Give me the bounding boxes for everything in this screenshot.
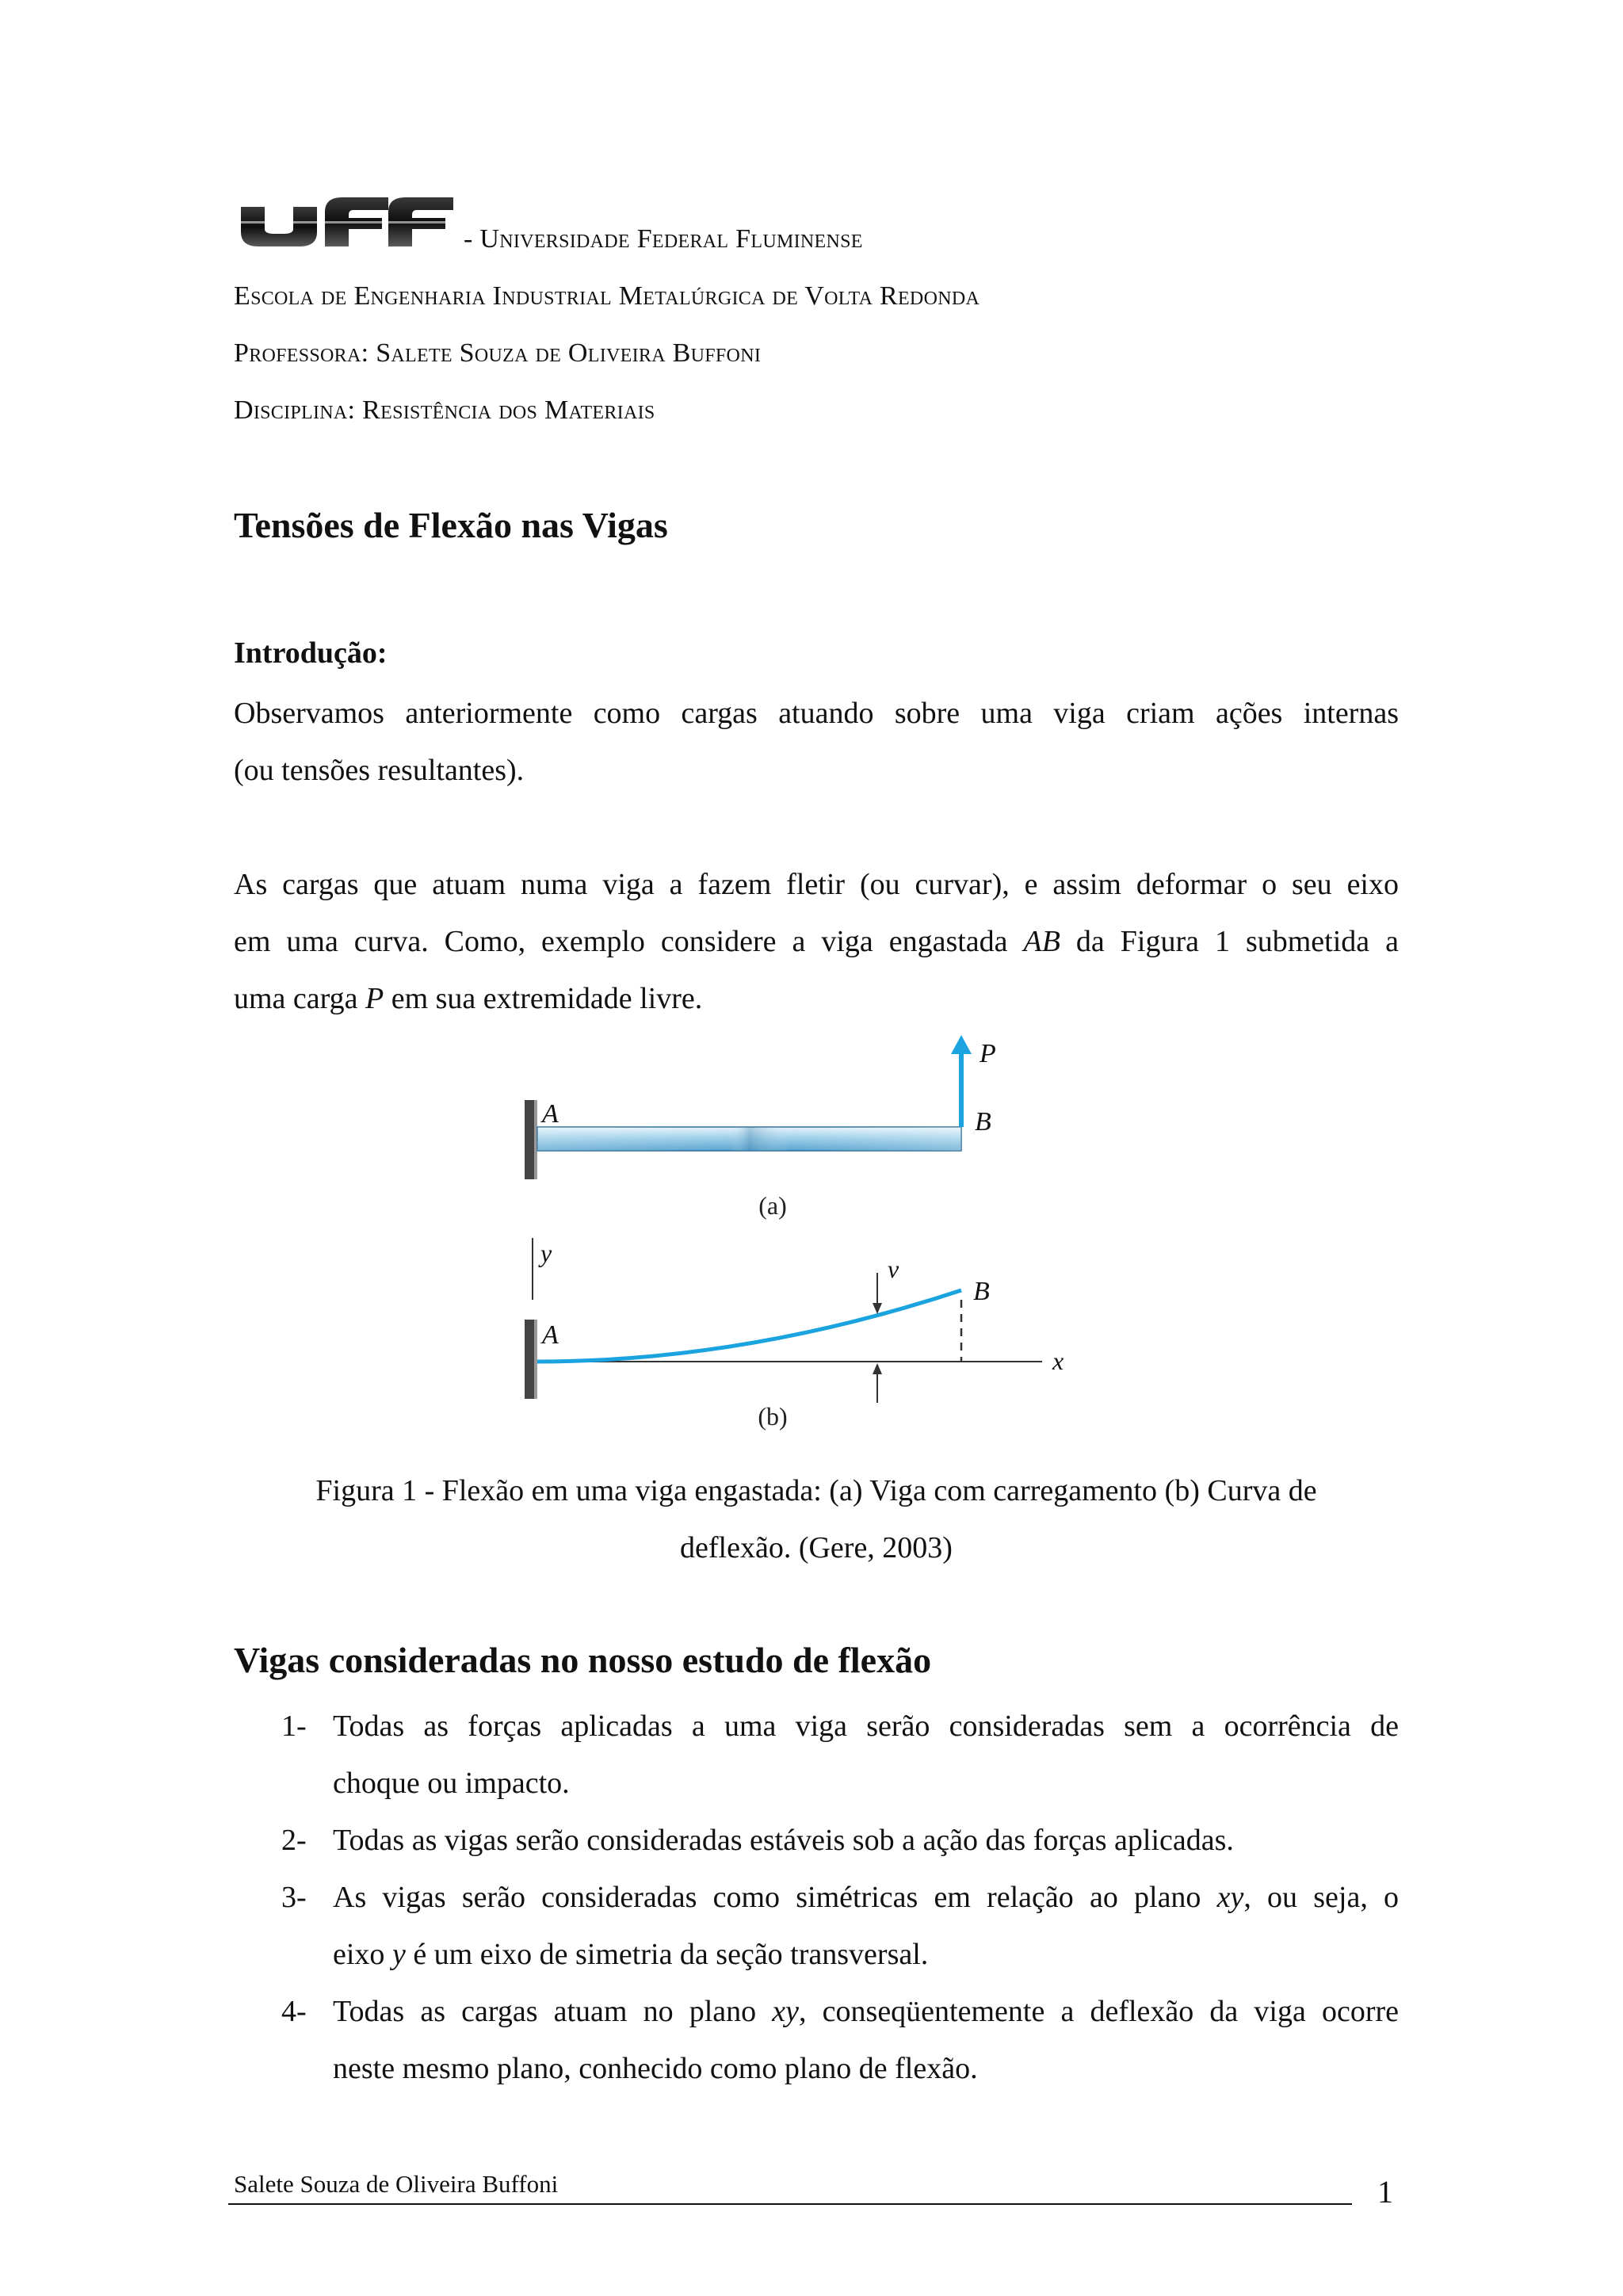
professor-line: Professora: Salete Souza de Oliveira Buffoni <box>234 338 762 368</box>
intro-heading: Introdução: <box>234 636 388 670</box>
uff-logo <box>238 194 456 251</box>
label-b: (b) <box>758 1402 788 1431</box>
label-x: x <box>1052 1347 1064 1375</box>
footer-divider <box>228 2203 1352 2205</box>
label-a: (a) <box>758 1191 787 1220</box>
section-heading: Vigas consideradas no nosso estudo de flexão <box>234 1640 932 1680</box>
figure-cantilever <box>507 1030 1109 1442</box>
intro-paragraph-2: As cargas que atuam numa viga a fazem fletir (ou curvar), e assim deformar o seu eixo em uma curva. Como, exemplo considere a viga engastada AB da Figura 1 submetida a uma carga P em sua extremidade livre. <box>234 868 1399 1015</box>
label-v: v <box>888 1255 899 1283</box>
discipline-line: Disciplina: Resistência dos Materiais <box>234 395 655 425</box>
university-name: - Universidade Federal Fluminense <box>464 224 863 254</box>
label-P: P <box>980 1039 996 1068</box>
label-B-a: B <box>975 1107 991 1137</box>
label-A-a: A <box>542 1099 559 1129</box>
intro-paragraph-1: Observamos anteriormente como cargas atuando sobre uma viga criam ações internas (ou tensões resultantes). <box>234 697 1399 787</box>
figure-caption: Figura 1 - Flexão em uma viga engastada: (a) Viga com carregamento (b) Curva de deflexão. (Gere, 2003) <box>315 1474 1317 1564</box>
list-item: 2- Todas as vigas serão consideradas estáveis sob a ação das forças aplicadas. <box>281 1824 1234 1857</box>
page-number: 1 <box>1377 2174 1393 2210</box>
label-y: y <box>540 1239 552 1267</box>
wall-a <box>525 1100 534 1179</box>
wall-b <box>525 1320 534 1399</box>
school-name: Escola de Engenharia Industrial Metalúrgica de Volta Redonda <box>234 281 980 311</box>
list-item: 3- As vigas serão consideradas como simétricas em relação ao plano xy, ou seja, o eixo y é um eixo de simetria da seção transversal. <box>281 1881 1399 1971</box>
assumptions-list <box>234 1698 1399 2097</box>
label-A-b: A <box>542 1320 559 1350</box>
page-title: Tensões de Flexão nas Vigas <box>234 505 668 545</box>
label-B-b: B <box>973 1277 990 1306</box>
list-item: 1- Todas as forças aplicadas a uma viga serão consideradas sem a ocorrência de choque ou impacto. <box>281 1710 1399 1800</box>
footer-author: Salete Souza de Oliveira Buffoni <box>234 2170 559 2198</box>
deflection-curve <box>537 1290 961 1362</box>
list-item: 4- Todas as cargas atuam no plano xy, conseqüentemente a deflexão da viga ocorre neste mesmo plano, conhecido como plano de flexão. <box>281 1995 1399 2085</box>
